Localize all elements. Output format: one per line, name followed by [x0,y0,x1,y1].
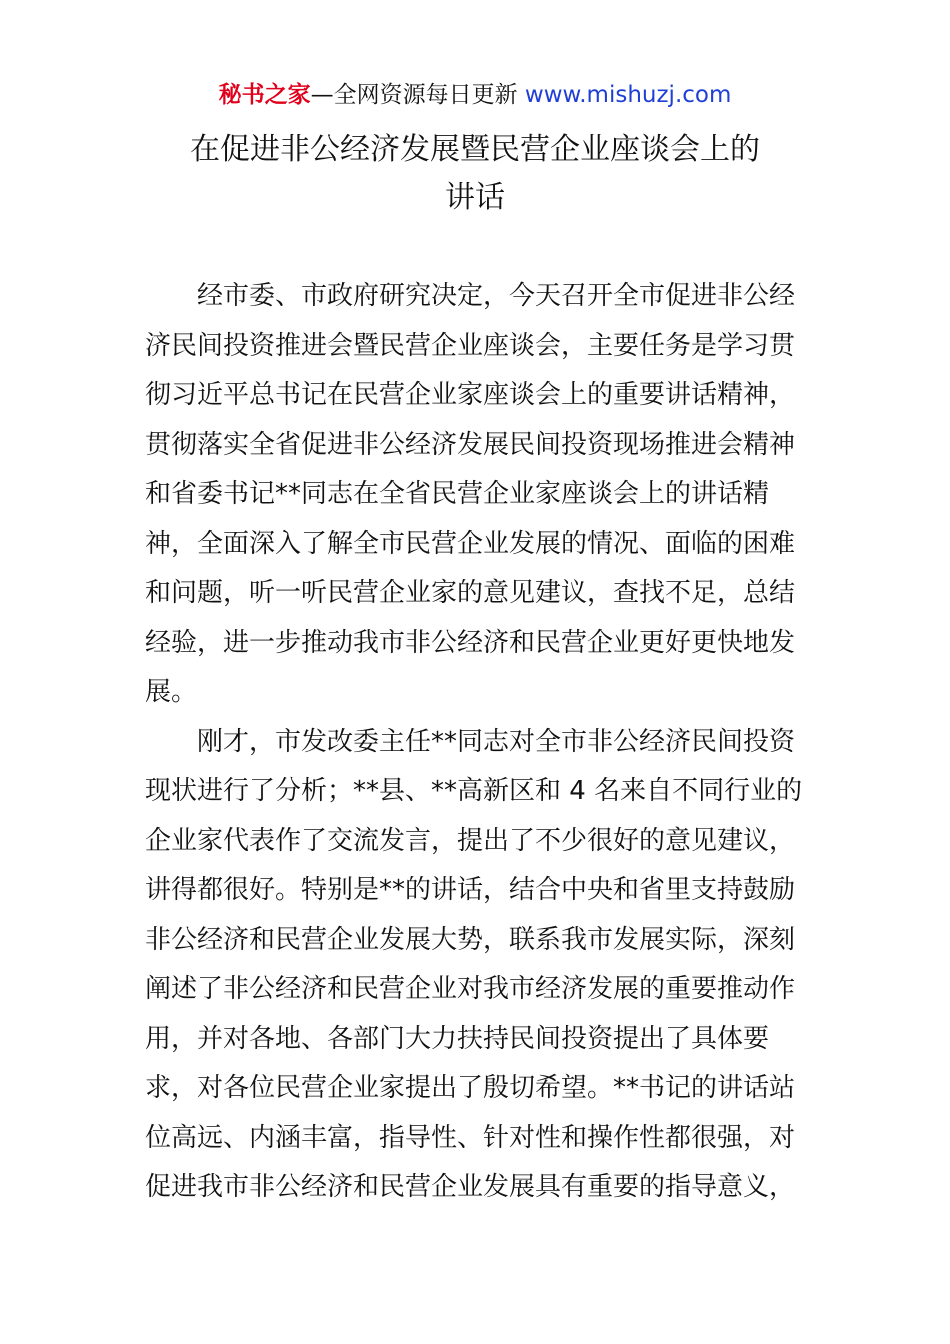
body-line: 企业家代表作了交流发言，提出了不少很好的意见建议， [145,825,796,856]
body-line: 经市委、市政府研究决定，今天召开全市促进非公经 [197,281,796,311]
body-line: 位高远、内涵丰富，指导性、针对性和操作性都很强，对 [145,1122,796,1153]
body-line: 用，并对各地、各部门大力扶持民间投资提出了具体要 [145,1023,770,1054]
body-line: 阐述了非公经济和民营企业对我市经济发展的重要推动作 [145,974,796,1004]
site-url-link[interactable]: www.mishuzj.com [524,82,732,108]
body-line: 经验，进一步推动我市非公经济和民营企业更好更快地发 [145,627,796,658]
document-title [0,126,950,222]
body-line: 刚才，市发改委主任**同志对全市非公经济民间投资 [197,726,796,757]
body-line: 彻习近平总书记在民营企业家座谈会上的重要讲话精神， [145,380,796,410]
body-line: 济民间投资推进会暨民营企业座谈会，主要任务是学习贯 [145,330,796,361]
header-tagline: —全网资源每日更新 [310,82,525,108]
body-line: 和省委书记**同志在全省民营企业家座谈会上的讲话精 [145,479,770,509]
body-line: 促进我市非公经济和民营企业发展具有重要的指导意义， [145,1172,796,1202]
body-line: 展。 [145,677,198,707]
body-line: 和问题，听一听民营企业家的意见建议，查找不足，总结 [145,578,796,608]
title-line-2: 讲话 [445,180,505,215]
body-line: 非公经济和民营企业发展大势，联系我市发展实际，深刻 [145,924,796,955]
document-body [145,272,810,1213]
body-line: 神，全面深入了解全市民营企业发展的情况、面临的困难 [145,528,796,559]
title-line-1: 在促进非公经济发展暨民营企业座谈会上的 [190,132,760,167]
body-line: 贯彻落实全省促进非公经济发展民间投资现场推进会精神 [145,429,796,460]
site-header [0,78,950,112]
body-line: 现状进行了分析；**县、**高新区和 4 名来自不同行业的 [145,776,803,806]
brand-name: 秘书之家 [218,82,311,108]
body-line: 求，对各位民营企业家提出了殷切希望。**书记的讲话站 [145,1073,796,1103]
body-line: 讲得都很好。特别是**的讲话，结合中央和省里支持鼓励 [145,875,796,905]
